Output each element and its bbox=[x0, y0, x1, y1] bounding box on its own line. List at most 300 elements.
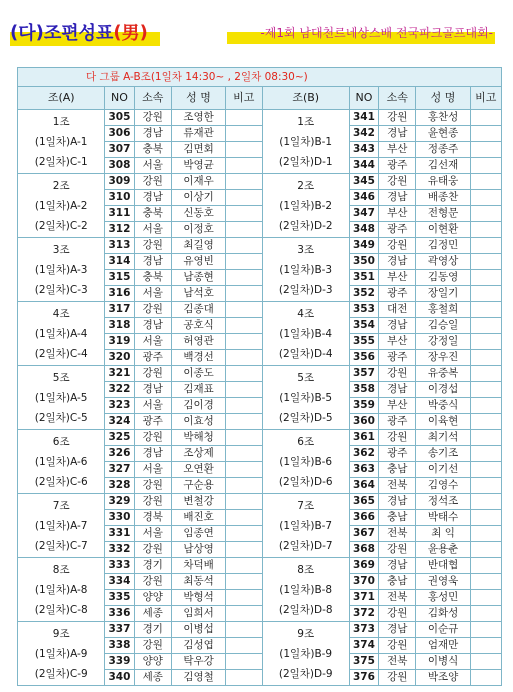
player-name: 류재관 bbox=[171, 126, 225, 142]
player-remark-b bbox=[470, 318, 501, 334]
player-name-b: 이순규 bbox=[416, 622, 470, 638]
player-no: 317 bbox=[105, 302, 134, 318]
player-affiliation-b: 광주 bbox=[379, 158, 416, 174]
player-no-b: 373 bbox=[349, 622, 378, 638]
player-remark bbox=[226, 238, 262, 254]
player-affiliation: 서울 bbox=[134, 526, 171, 542]
group-a-label-line: 4조 bbox=[52, 307, 70, 320]
player-name-b: 최기석 bbox=[416, 430, 470, 446]
player-no-b: 359 bbox=[349, 398, 378, 414]
player-no: 316 bbox=[105, 286, 134, 302]
player-remark-b bbox=[470, 622, 501, 638]
group-a-label bbox=[18, 174, 105, 238]
player-no: 333 bbox=[105, 558, 134, 574]
player-name-b: 김선재 bbox=[416, 158, 470, 174]
player-name: 박형석 bbox=[171, 590, 225, 606]
table-row bbox=[18, 558, 502, 574]
player-remark bbox=[226, 590, 262, 606]
player-remark-b bbox=[470, 142, 501, 158]
player-remark bbox=[226, 222, 262, 238]
player-name: 김종대 bbox=[171, 302, 225, 318]
player-no-b: 375 bbox=[349, 654, 378, 670]
table-row bbox=[18, 622, 502, 638]
group-b-label-line: 6조 bbox=[297, 435, 315, 448]
player-name: 변철강 bbox=[171, 494, 225, 510]
player-name-b: 김승일 bbox=[416, 318, 470, 334]
player-remark-b bbox=[470, 606, 501, 622]
group-b-label-line: (2일차)D-9 bbox=[278, 667, 333, 680]
player-no-b: 356 bbox=[349, 350, 378, 366]
player-no: 329 bbox=[105, 494, 134, 510]
player-remark-b bbox=[470, 398, 501, 414]
player-affiliation-b: 경남 bbox=[379, 622, 416, 638]
player-no: 320 bbox=[105, 350, 134, 366]
group-a-label-line: 2조 bbox=[52, 179, 70, 192]
player-affiliation: 서울 bbox=[134, 286, 171, 302]
player-remark bbox=[226, 174, 262, 190]
player-no: 314 bbox=[105, 254, 134, 270]
player-remark-b bbox=[470, 494, 501, 510]
player-name: 이효성 bbox=[171, 414, 225, 430]
player-no: 332 bbox=[105, 542, 134, 558]
player-remark-b bbox=[470, 462, 501, 478]
player-name: 최길영 bbox=[171, 238, 225, 254]
player-name-b: 강정일 bbox=[416, 334, 470, 350]
player-name: 배진호 bbox=[171, 510, 225, 526]
title-da: 다 bbox=[18, 23, 36, 44]
player-no-b: 366 bbox=[349, 510, 378, 526]
player-name: 조상제 bbox=[171, 446, 225, 462]
player-name-b: 이현환 bbox=[416, 222, 470, 238]
player-name-b: 정종주 bbox=[416, 142, 470, 158]
group-b-label-line: (2일차)D-5 bbox=[278, 411, 333, 424]
player-no: 311 bbox=[105, 206, 134, 222]
group-a-label-line: (1일차)A-5 bbox=[34, 391, 88, 404]
player-no: 338 bbox=[105, 638, 134, 654]
player-name-b: 김정민 bbox=[416, 238, 470, 254]
player-affiliation: 강원 bbox=[134, 366, 171, 382]
group-b-label-line: (2일차)D-2 bbox=[278, 219, 333, 232]
group-a-label bbox=[18, 238, 105, 302]
group-b-label-line: (1일차)B-3 bbox=[279, 263, 333, 276]
col-header-name: 성 명 bbox=[171, 87, 225, 110]
player-no: 334 bbox=[105, 574, 134, 590]
group-b-label bbox=[262, 366, 349, 430]
player-name: 이재우 bbox=[171, 174, 225, 190]
table-row bbox=[18, 238, 502, 254]
player-name-b: 권영욱 bbox=[416, 574, 470, 590]
player-no-b: 364 bbox=[349, 478, 378, 494]
player-remark bbox=[226, 558, 262, 574]
group-a-label-line: (1일차)A-2 bbox=[34, 199, 88, 212]
player-name-b: 박태수 bbox=[416, 510, 470, 526]
group-b-label-line: (1일차)B-4 bbox=[279, 327, 333, 340]
player-remark-b bbox=[470, 430, 501, 446]
player-remark-b bbox=[470, 510, 501, 526]
player-no-b: 370 bbox=[349, 574, 378, 590]
player-remark bbox=[226, 526, 262, 542]
player-remark bbox=[226, 542, 262, 558]
player-remark bbox=[226, 334, 262, 350]
group-b-label-line: (2일차)D-6 bbox=[278, 475, 333, 488]
group-b-label-line: (2일차)D-4 bbox=[278, 347, 333, 360]
player-affiliation: 서울 bbox=[134, 462, 171, 478]
player-affiliation-b: 광주 bbox=[379, 446, 416, 462]
player-remark-b bbox=[470, 206, 501, 222]
group-a-label-line: 1조 bbox=[52, 115, 70, 128]
player-no-b: 342 bbox=[349, 126, 378, 142]
player-no: 331 bbox=[105, 526, 134, 542]
player-affiliation-b: 광주 bbox=[379, 222, 416, 238]
player-no: 337 bbox=[105, 622, 134, 638]
player-affiliation: 충북 bbox=[134, 270, 171, 286]
player-no: 308 bbox=[105, 158, 134, 174]
player-name-b: 장일기 bbox=[416, 286, 470, 302]
player-affiliation-b: 부산 bbox=[379, 206, 416, 222]
group-banner-row bbox=[18, 68, 502, 87]
player-affiliation-b: 충남 bbox=[379, 510, 416, 526]
player-remark bbox=[226, 574, 262, 590]
player-name: 임희서 bbox=[171, 606, 225, 622]
player-no-b: 367 bbox=[349, 526, 378, 542]
player-name: 이상기 bbox=[171, 190, 225, 206]
player-affiliation: 경남 bbox=[134, 190, 171, 206]
group-b-label-line: (1일차)B-8 bbox=[279, 583, 333, 596]
player-name-b: 박중식 bbox=[416, 398, 470, 414]
player-no: 313 bbox=[105, 238, 134, 254]
player-no-b: 376 bbox=[349, 670, 378, 686]
group-a-label-line: (2일차)C-5 bbox=[34, 411, 88, 424]
player-no: 305 bbox=[105, 110, 134, 126]
player-remark bbox=[226, 606, 262, 622]
player-affiliation: 세종 bbox=[134, 670, 171, 686]
group-b-label-line: (1일차)B-5 bbox=[279, 391, 333, 404]
player-no: 323 bbox=[105, 398, 134, 414]
player-no: 306 bbox=[105, 126, 134, 142]
player-name-b: 홍철희 bbox=[416, 302, 470, 318]
player-no: 335 bbox=[105, 590, 134, 606]
schedule-table-wrap bbox=[17, 67, 502, 686]
col-header-affiliation-b: 소속 bbox=[379, 87, 416, 110]
player-affiliation: 강원 bbox=[134, 574, 171, 590]
player-name-b: 김화성 bbox=[416, 606, 470, 622]
player-remark bbox=[226, 398, 262, 414]
player-affiliation: 광주 bbox=[134, 350, 171, 366]
column-header-row bbox=[18, 87, 502, 110]
player-affiliation: 경남 bbox=[134, 254, 171, 270]
player-affiliation: 강원 bbox=[134, 430, 171, 446]
player-affiliation: 경남 bbox=[134, 126, 171, 142]
col-header-no: NO bbox=[105, 87, 134, 110]
player-no-b: 352 bbox=[349, 286, 378, 302]
player-name: 공호식 bbox=[171, 318, 225, 334]
player-remark bbox=[226, 190, 262, 206]
player-remark-b bbox=[470, 302, 501, 318]
player-name: 오연환 bbox=[171, 462, 225, 478]
title-male: 男 bbox=[121, 23, 140, 44]
player-affiliation-b: 전북 bbox=[379, 526, 416, 542]
player-affiliation-b: 강원 bbox=[379, 238, 416, 254]
col-header-group-a: 조(A) bbox=[18, 87, 105, 110]
player-affiliation-b: 광주 bbox=[379, 350, 416, 366]
player-name-b: 유중복 bbox=[416, 366, 470, 382]
player-no-b: 360 bbox=[349, 414, 378, 430]
group-a-label-line: (2일차)C-7 bbox=[34, 539, 88, 552]
player-no-b: 347 bbox=[349, 206, 378, 222]
group-a-label-line: (1일차)A-4 bbox=[34, 327, 88, 340]
player-affiliation-b: 경남 bbox=[379, 126, 416, 142]
player-affiliation-b: 강원 bbox=[379, 366, 416, 382]
group-a-label bbox=[18, 622, 105, 686]
player-remark bbox=[226, 622, 262, 638]
group-a-label-line: (1일차)A-9 bbox=[34, 647, 88, 660]
group-a-label-line: (2일차)C-4 bbox=[34, 347, 88, 360]
player-name-b: 윤현종 bbox=[416, 126, 470, 142]
group-b-label-line: (2일차)D-3 bbox=[278, 283, 333, 296]
player-affiliation: 경남 bbox=[134, 318, 171, 334]
player-no-b: 357 bbox=[349, 366, 378, 382]
player-affiliation-b: 경남 bbox=[379, 254, 416, 270]
group-b-label bbox=[262, 302, 349, 366]
player-name-b: 홍찬성 bbox=[416, 110, 470, 126]
player-remark bbox=[226, 638, 262, 654]
group-b-label-line: 4조 bbox=[297, 307, 315, 320]
player-remark-b bbox=[470, 110, 501, 126]
player-name: 김면회 bbox=[171, 142, 225, 158]
player-affiliation: 충북 bbox=[134, 206, 171, 222]
group-b-label-line: 3조 bbox=[297, 243, 315, 256]
title-male-open: ( bbox=[113, 21, 122, 43]
player-affiliation-b: 광주 bbox=[379, 286, 416, 302]
player-name: 김이경 bbox=[171, 398, 225, 414]
player-remark-b bbox=[470, 526, 501, 542]
subtitle: -제1회 남대천르네상스배 전국파크골프대회- bbox=[260, 25, 493, 40]
player-no: 321 bbox=[105, 366, 134, 382]
group-a-label-line: (2일차)C-1 bbox=[34, 155, 88, 168]
player-name-b: 유태웅 bbox=[416, 174, 470, 190]
group-a-label-line: (2일차)C-8 bbox=[34, 603, 88, 616]
col-header-remark: 비고 bbox=[226, 87, 262, 110]
group-a-label bbox=[18, 558, 105, 622]
player-affiliation: 강원 bbox=[134, 110, 171, 126]
player-remark bbox=[226, 158, 262, 174]
player-name: 신동호 bbox=[171, 206, 225, 222]
player-name-b: 이경섭 bbox=[416, 382, 470, 398]
group-a-label-line: (1일차)A-6 bbox=[34, 455, 88, 468]
group-a-label-line: (1일차)A-7 bbox=[34, 519, 88, 532]
player-remark-b bbox=[470, 286, 501, 302]
player-remark-b bbox=[470, 558, 501, 574]
player-name-b: 장우진 bbox=[416, 350, 470, 366]
player-remark-b bbox=[470, 126, 501, 142]
player-no-b: 362 bbox=[349, 446, 378, 462]
player-name: 차덕배 bbox=[171, 558, 225, 574]
group-a-label-line: (1일차)A-1 bbox=[34, 135, 88, 148]
group-b-label bbox=[262, 622, 349, 686]
player-remark bbox=[226, 254, 262, 270]
player-affiliation-b: 대전 bbox=[379, 302, 416, 318]
player-no-b: 361 bbox=[349, 430, 378, 446]
player-name-b: 이병식 bbox=[416, 654, 470, 670]
player-no-b: 354 bbox=[349, 318, 378, 334]
player-remark bbox=[226, 446, 262, 462]
player-remark bbox=[226, 126, 262, 142]
player-affiliation: 양양 bbox=[134, 590, 171, 606]
player-no-b: 351 bbox=[349, 270, 378, 286]
player-remark bbox=[226, 350, 262, 366]
player-remark bbox=[226, 414, 262, 430]
player-affiliation-b: 전북 bbox=[379, 590, 416, 606]
player-name: 박영균 bbox=[171, 158, 225, 174]
group-b-label-line: (1일차)B-9 bbox=[279, 647, 333, 660]
player-affiliation: 강원 bbox=[134, 174, 171, 190]
player-affiliation: 충북 bbox=[134, 142, 171, 158]
player-name-b: 홍성민 bbox=[416, 590, 470, 606]
group-b-label bbox=[262, 238, 349, 302]
player-name-b: 김영수 bbox=[416, 478, 470, 494]
player-affiliation-b: 경남 bbox=[379, 190, 416, 206]
player-no: 315 bbox=[105, 270, 134, 286]
player-remark-b bbox=[470, 350, 501, 366]
group-b-label bbox=[262, 430, 349, 494]
player-no: 310 bbox=[105, 190, 134, 206]
player-remark-b bbox=[470, 174, 501, 190]
title-close-paren: ) bbox=[35, 21, 44, 43]
player-affiliation-b: 부산 bbox=[379, 270, 416, 286]
player-remark bbox=[226, 382, 262, 398]
player-no: 324 bbox=[105, 414, 134, 430]
player-affiliation: 양양 bbox=[134, 654, 171, 670]
player-affiliation: 강원 bbox=[134, 638, 171, 654]
player-no-b: 372 bbox=[349, 606, 378, 622]
player-remark-b bbox=[470, 478, 501, 494]
player-affiliation-b: 강원 bbox=[379, 606, 416, 622]
player-remark-b bbox=[470, 366, 501, 382]
player-remark-b bbox=[470, 254, 501, 270]
group-a-label-line: (1일차)A-3 bbox=[34, 263, 88, 276]
player-no: 336 bbox=[105, 606, 134, 622]
player-name-b: 배종찬 bbox=[416, 190, 470, 206]
group-b-label-line: 9조 bbox=[297, 627, 315, 640]
player-affiliation: 서울 bbox=[134, 334, 171, 350]
player-remark bbox=[226, 494, 262, 510]
col-header-affiliation: 소속 bbox=[134, 87, 171, 110]
player-remark-b bbox=[470, 446, 501, 462]
player-no-b: 369 bbox=[349, 558, 378, 574]
player-no: 326 bbox=[105, 446, 134, 462]
header bbox=[10, 12, 503, 52]
group-b-label bbox=[262, 494, 349, 558]
player-name: 남종현 bbox=[171, 270, 225, 286]
player-remark-b bbox=[470, 190, 501, 206]
player-remark bbox=[226, 110, 262, 126]
player-remark bbox=[226, 430, 262, 446]
player-remark-b bbox=[470, 222, 501, 238]
group-a-label-line: 6조 bbox=[52, 435, 70, 448]
player-name: 이정호 bbox=[171, 222, 225, 238]
player-affiliation-b: 충남 bbox=[379, 462, 416, 478]
player-remark-b bbox=[470, 654, 501, 670]
player-affiliation: 광주 bbox=[134, 414, 171, 430]
group-b-label bbox=[262, 558, 349, 622]
player-no-b: 349 bbox=[349, 238, 378, 254]
player-no: 325 bbox=[105, 430, 134, 446]
player-no-b: 341 bbox=[349, 110, 378, 126]
group-b-label-line: (1일차)B-1 bbox=[279, 135, 333, 148]
player-no-b: 374 bbox=[349, 638, 378, 654]
table-row bbox=[18, 174, 502, 190]
player-no-b: 371 bbox=[349, 590, 378, 606]
player-name-b: 박조양 bbox=[416, 670, 470, 686]
group-b-label-line: (2일차)D-7 bbox=[278, 539, 333, 552]
player-name: 김성엽 bbox=[171, 638, 225, 654]
player-no-b: 346 bbox=[349, 190, 378, 206]
player-affiliation: 서울 bbox=[134, 398, 171, 414]
player-affiliation: 강원 bbox=[134, 302, 171, 318]
player-no-b: 363 bbox=[349, 462, 378, 478]
player-no-b: 350 bbox=[349, 254, 378, 270]
player-no: 330 bbox=[105, 510, 134, 526]
player-remark-b bbox=[470, 158, 501, 174]
player-no: 319 bbox=[105, 334, 134, 350]
player-remark-b bbox=[470, 590, 501, 606]
group-a-label-line: (2일차)C-3 bbox=[34, 283, 88, 296]
player-no-b: 358 bbox=[349, 382, 378, 398]
player-remark bbox=[226, 462, 262, 478]
player-no: 339 bbox=[105, 654, 134, 670]
player-no-b: 365 bbox=[349, 494, 378, 510]
player-remark-b bbox=[470, 638, 501, 654]
player-affiliation: 세종 bbox=[134, 606, 171, 622]
group-b-label bbox=[262, 110, 349, 174]
group-b-label-line: 1조 bbox=[297, 115, 315, 128]
group-a-label bbox=[18, 302, 105, 366]
group-b-label-line: 2조 bbox=[297, 179, 315, 192]
player-affiliation-b: 강원 bbox=[379, 542, 416, 558]
group-a-label bbox=[18, 110, 105, 174]
player-name-b: 윤용춘 bbox=[416, 542, 470, 558]
player-name-b: 정석조 bbox=[416, 494, 470, 510]
player-affiliation-b: 광주 bbox=[379, 414, 416, 430]
player-name: 이종도 bbox=[171, 366, 225, 382]
player-remark-b bbox=[470, 270, 501, 286]
player-affiliation: 경남 bbox=[134, 446, 171, 462]
player-no-b: 368 bbox=[349, 542, 378, 558]
col-header-remark-b: 비고 bbox=[470, 87, 501, 110]
player-affiliation-b: 경남 bbox=[379, 382, 416, 398]
player-affiliation: 경기 bbox=[134, 622, 171, 638]
player-name: 김영철 bbox=[171, 670, 225, 686]
player-affiliation-b: 강원 bbox=[379, 110, 416, 126]
title-male-close: ) bbox=[139, 21, 148, 43]
player-no: 340 bbox=[105, 670, 134, 686]
player-remark bbox=[226, 206, 262, 222]
player-remark bbox=[226, 270, 262, 286]
player-remark-b bbox=[470, 238, 501, 254]
player-affiliation: 서울 bbox=[134, 222, 171, 238]
player-affiliation-b: 강원 bbox=[379, 638, 416, 654]
player-no-b: 345 bbox=[349, 174, 378, 190]
player-name: 박해청 bbox=[171, 430, 225, 446]
group-a-label-line: (1일차)A-8 bbox=[34, 583, 88, 596]
group-a-label-line: 9조 bbox=[52, 627, 70, 640]
group-b-label bbox=[262, 174, 349, 238]
group-a-label-line: 5조 bbox=[52, 371, 70, 384]
table-row bbox=[18, 430, 502, 446]
player-name-b: 곽영상 bbox=[416, 254, 470, 270]
player-affiliation: 경북 bbox=[134, 510, 171, 526]
group-a-label-line: (2일차)C-2 bbox=[34, 219, 88, 232]
